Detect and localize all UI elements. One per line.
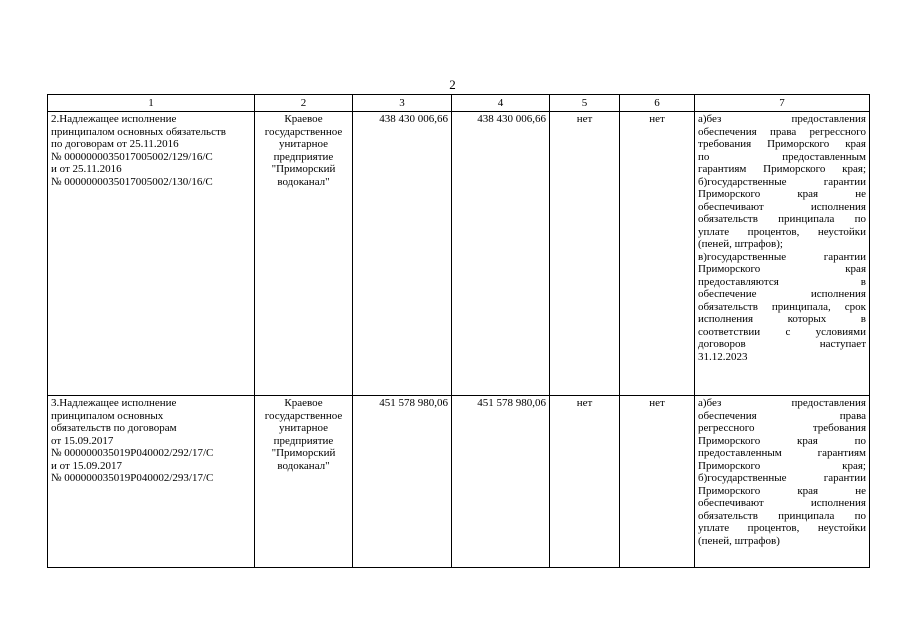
amount-cell: 438 430 006,66 [452, 112, 550, 396]
table-row [48, 396, 870, 568]
text-line: гарантиям Приморского края; [698, 163, 866, 175]
text-line: б)государственные гарантии [698, 175, 866, 188]
conditions-cell [695, 396, 870, 568]
column-header: 5 [550, 95, 620, 112]
text-line: по договорам от 25.11.2016 [51, 138, 179, 150]
amount-cell: 451 578 980,06 [353, 396, 452, 568]
value-cell: нет [620, 112, 695, 396]
text-line: № 000000035019Р040002/292/17/С [51, 447, 214, 459]
conditions-cell [695, 112, 870, 396]
text-line: обязательств по договорам [51, 422, 177, 434]
text-line: 2.Надлежащее исполнение [51, 113, 177, 125]
text-line: "Приморский [271, 447, 336, 459]
text-line: договоров наступает [698, 338, 866, 350]
text-line: и от 25.11.2016 [51, 163, 122, 175]
text-line: Приморского края [698, 263, 866, 275]
column-header: 1 [48, 95, 255, 112]
text-line: обеспечивают исполнения [698, 497, 866, 509]
text-line: в)государственные гарантии [698, 250, 866, 263]
text-line: водоканал" [277, 175, 330, 188]
text-line: предприятие [273, 150, 334, 163]
table-row [48, 112, 870, 396]
obligation-description-cell [48, 396, 255, 568]
principal-cell [255, 396, 353, 568]
text-line: 3.Надлежащее исполнение [51, 397, 177, 409]
text-line: Краевое [284, 397, 323, 409]
text-line: обязательств принципала по [698, 213, 866, 225]
principal-cell [255, 112, 353, 396]
page-number: 2 [449, 77, 456, 92]
text-line: соответствии с условиями [698, 325, 866, 338]
value-cell: нет [550, 396, 620, 568]
text-line: "Приморский [271, 163, 336, 175]
text-line: предоставляются в [698, 275, 866, 288]
column-header: 3 [353, 95, 452, 112]
amount-cell: 451 578 980,06 [452, 396, 550, 568]
column-header: 4 [452, 95, 550, 112]
text-line: Приморского края не [698, 484, 866, 497]
amount-cell: 438 430 006,66 [353, 112, 452, 396]
text-line: № 000000035019Р040002/293/17/С [51, 472, 214, 484]
text-line: принципалом основных [51, 409, 164, 422]
column-header: 6 [620, 95, 695, 112]
text-line: 31.12.2023 [698, 350, 748, 363]
text-line: а)без предоставления [698, 397, 866, 409]
text-line: исполнения которых в [698, 313, 866, 325]
text-line: и от 15.09.2017 [51, 459, 123, 472]
text-line: (пеней, штрафов); [698, 238, 783, 250]
text-line: обеспечение исполнения [698, 288, 866, 300]
text-line: Приморского края по [698, 434, 866, 447]
text-line: по предоставленным [698, 150, 866, 163]
value-cell: нет [550, 112, 620, 396]
text-line: регрессного требования [698, 422, 866, 434]
column-header: 7 [695, 95, 870, 112]
text-line: обязательств принципала по [698, 509, 866, 522]
text-line: обязательств принципала, срок [698, 300, 866, 313]
text-line: предприятие [273, 434, 334, 447]
text-line: от 15.09.2017 [51, 434, 114, 447]
text-line: Краевое [284, 113, 323, 125]
obligation-description-cell [48, 112, 255, 396]
text-line: обеспечения права [698, 409, 866, 422]
text-line: унитарное [278, 138, 328, 150]
text-line: Приморского края не [698, 188, 866, 200]
text-line: № 0000000035017005002/129/16/С [51, 150, 213, 163]
text-line: Приморского края; [698, 459, 866, 472]
text-line: б)государственные гарантии [698, 472, 866, 484]
column-header: 2 [255, 95, 353, 112]
text-line: государственное [264, 125, 343, 138]
text-line: а)без предоставления [698, 113, 866, 125]
text-line: обеспечивают исполнения [698, 200, 866, 213]
text-line: принципалом основных обязательств [51, 125, 226, 138]
text-line: государственное [264, 409, 343, 422]
text-line: уплате процентов, неустойки [698, 522, 866, 534]
guarantees-table [47, 94, 870, 568]
text-line: предоставленным гарантиям [698, 447, 866, 459]
text-line: водоканал" [277, 459, 330, 472]
value-cell: нет [620, 396, 695, 568]
text-line: обеспечения права регрессного [698, 125, 866, 138]
text-line: унитарное [278, 422, 328, 434]
text-line: уплате процентов, неустойки [698, 225, 866, 238]
text-line: № 0000000035017005002/130/16/С [51, 175, 213, 188]
header-row [48, 95, 870, 112]
text-line: требования Приморского края [698, 138, 866, 150]
text-line: (пеней, штрафов) [698, 534, 780, 547]
